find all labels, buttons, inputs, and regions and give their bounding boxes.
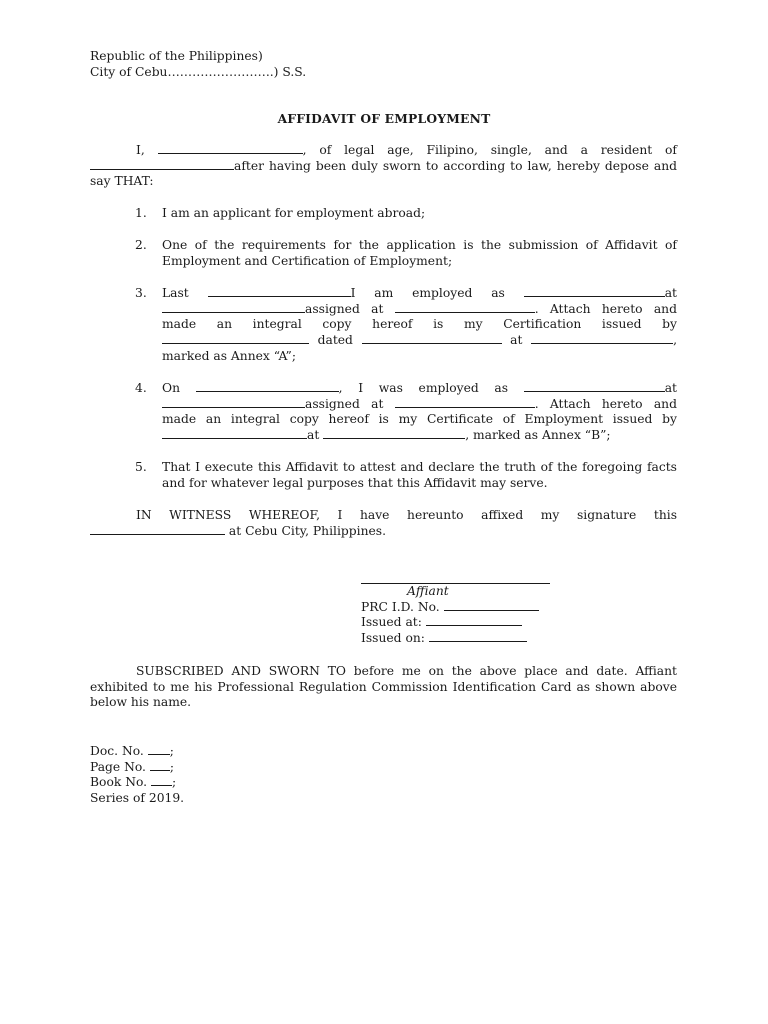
location-blank bbox=[395, 302, 535, 313]
jurat-text: SUBSCRIBED AND SWORN TO before me on the above place and date. Affiant exhibited to me his Professional Regulation Commission Identification Card as shown above below his name. bbox=[90, 664, 677, 710]
witness-text-1: IN WITNESS WHEREOF, I have hereunto affixed my signature this bbox=[136, 508, 677, 522]
intro-text-2: , of legal age, Filipino, single, and a resident of bbox=[302, 143, 677, 157]
list-item-1 bbox=[135, 206, 677, 222]
list-item-2 bbox=[135, 238, 677, 269]
name-blank bbox=[158, 143, 303, 154]
employer-blank bbox=[162, 302, 305, 313]
prc-id-row bbox=[361, 600, 561, 616]
issued-on-row bbox=[361, 631, 561, 647]
book-no-label: Book No. bbox=[90, 775, 148, 790]
date-blank bbox=[362, 333, 502, 344]
residence-blank bbox=[90, 159, 234, 170]
item3-text-c: at bbox=[664, 286, 677, 300]
intro-text-1: I, bbox=[136, 143, 145, 157]
issued-on-label: Issued on: bbox=[361, 631, 425, 646]
item-text: That I execute this Affidavit to attest and declare the truth of the foregoing facts and for whatever legal purposes that this Affidavit may serve. bbox=[162, 460, 677, 490]
doc-no-label: Doc. No. bbox=[90, 744, 144, 758]
place-blank bbox=[323, 428, 465, 439]
issued-at-row bbox=[361, 615, 561, 631]
item4-text-c: at bbox=[664, 381, 677, 395]
caption-line-city: City of Cebu……………………..) S.S. bbox=[90, 64, 307, 79]
period-blank bbox=[208, 286, 351, 297]
item4-text-a: On bbox=[162, 381, 181, 395]
page-no-blank bbox=[150, 760, 170, 771]
item-text: One of the requirements for the application is the submission of Affidavit of Employment and Certification of Employment; bbox=[162, 238, 677, 268]
item3-text-a: Last bbox=[162, 286, 189, 300]
book-no-row bbox=[90, 775, 184, 791]
doc-no-semicolon: ; bbox=[169, 744, 174, 758]
issued-at-blank bbox=[426, 615, 522, 626]
date-blank bbox=[196, 381, 339, 392]
signing-date-blank bbox=[90, 524, 225, 535]
item3-text-e: . Attach hereto and made an integral copy hereof is my Certification issued by bbox=[162, 301, 677, 332]
item4-text-d: assigned at bbox=[305, 396, 384, 411]
list-item-4 bbox=[135, 381, 677, 444]
book-no-semicolon: ; bbox=[171, 775, 177, 790]
item-number: 2. bbox=[135, 238, 147, 252]
signature-line bbox=[361, 569, 550, 584]
item-text bbox=[162, 381, 677, 444]
jurat-paragraph bbox=[90, 664, 677, 711]
document-title: AFFIDAVIT OF EMPLOYMENT bbox=[277, 111, 491, 126]
witness-text-2: at Cebu City, Philippines. bbox=[228, 523, 386, 538]
doc-no-blank bbox=[148, 744, 170, 755]
item4-text-g: , marked as Annex “B”; bbox=[465, 428, 611, 443]
prc-id-label: PRC I.D. No. bbox=[361, 599, 440, 614]
book-no-blank bbox=[151, 775, 172, 786]
issuer-blank bbox=[162, 428, 307, 439]
item3-text-g: at bbox=[510, 333, 523, 348]
item4-text-e: . Attach hereto and made an integral copy hereof is my Certificate of Employment issued by bbox=[162, 396, 677, 427]
doc-no-row bbox=[90, 744, 184, 760]
list-item-3 bbox=[135, 286, 677, 365]
item-number: 5. bbox=[135, 460, 147, 474]
prc-id-blank bbox=[444, 600, 539, 611]
issued-on-blank bbox=[429, 631, 527, 642]
item-number: 3. bbox=[135, 286, 147, 300]
witness-paragraph bbox=[90, 508, 677, 539]
position-blank bbox=[524, 381, 665, 392]
item3-text-d: assigned at bbox=[305, 301, 384, 316]
item3-text-b: I am employed as bbox=[350, 286, 505, 300]
issuer-blank bbox=[162, 333, 309, 344]
item4-text-f: at bbox=[307, 428, 320, 443]
caption-header bbox=[90, 49, 306, 80]
item-text: I am an applicant for employment abroad; bbox=[162, 206, 426, 220]
location-blank bbox=[395, 397, 535, 408]
signature-block bbox=[361, 569, 561, 647]
item3-text-f: dated bbox=[317, 333, 353, 348]
page-no-semicolon: ; bbox=[169, 759, 175, 774]
intro-text-3: after having been duly sworn to according to law, hereby depose and say THAT: bbox=[90, 158, 677, 189]
caption-line-republic: Republic of the Philippines) bbox=[90, 49, 263, 63]
intro-paragraph bbox=[90, 143, 677, 190]
position-blank bbox=[524, 286, 665, 297]
item-number: 4. bbox=[135, 381, 147, 395]
item-number: 1. bbox=[135, 206, 147, 220]
item-text bbox=[162, 286, 677, 365]
page-no-row bbox=[90, 760, 184, 776]
page-no-label: Page No. bbox=[90, 759, 146, 774]
employer-blank bbox=[162, 397, 305, 408]
notarial-register bbox=[90, 744, 184, 807]
affiant-label: Affiant bbox=[407, 584, 449, 598]
place-blank bbox=[531, 333, 673, 344]
item4-text-b: , I was employed as bbox=[338, 381, 509, 395]
series-row: Series of 2019. bbox=[90, 791, 185, 806]
item3-text-i: marked as Annex “A”; bbox=[162, 348, 296, 363]
list-item-5 bbox=[135, 460, 677, 491]
item3-text-h: , bbox=[673, 333, 677, 348]
issued-at-label: Issued at: bbox=[361, 615, 422, 630]
